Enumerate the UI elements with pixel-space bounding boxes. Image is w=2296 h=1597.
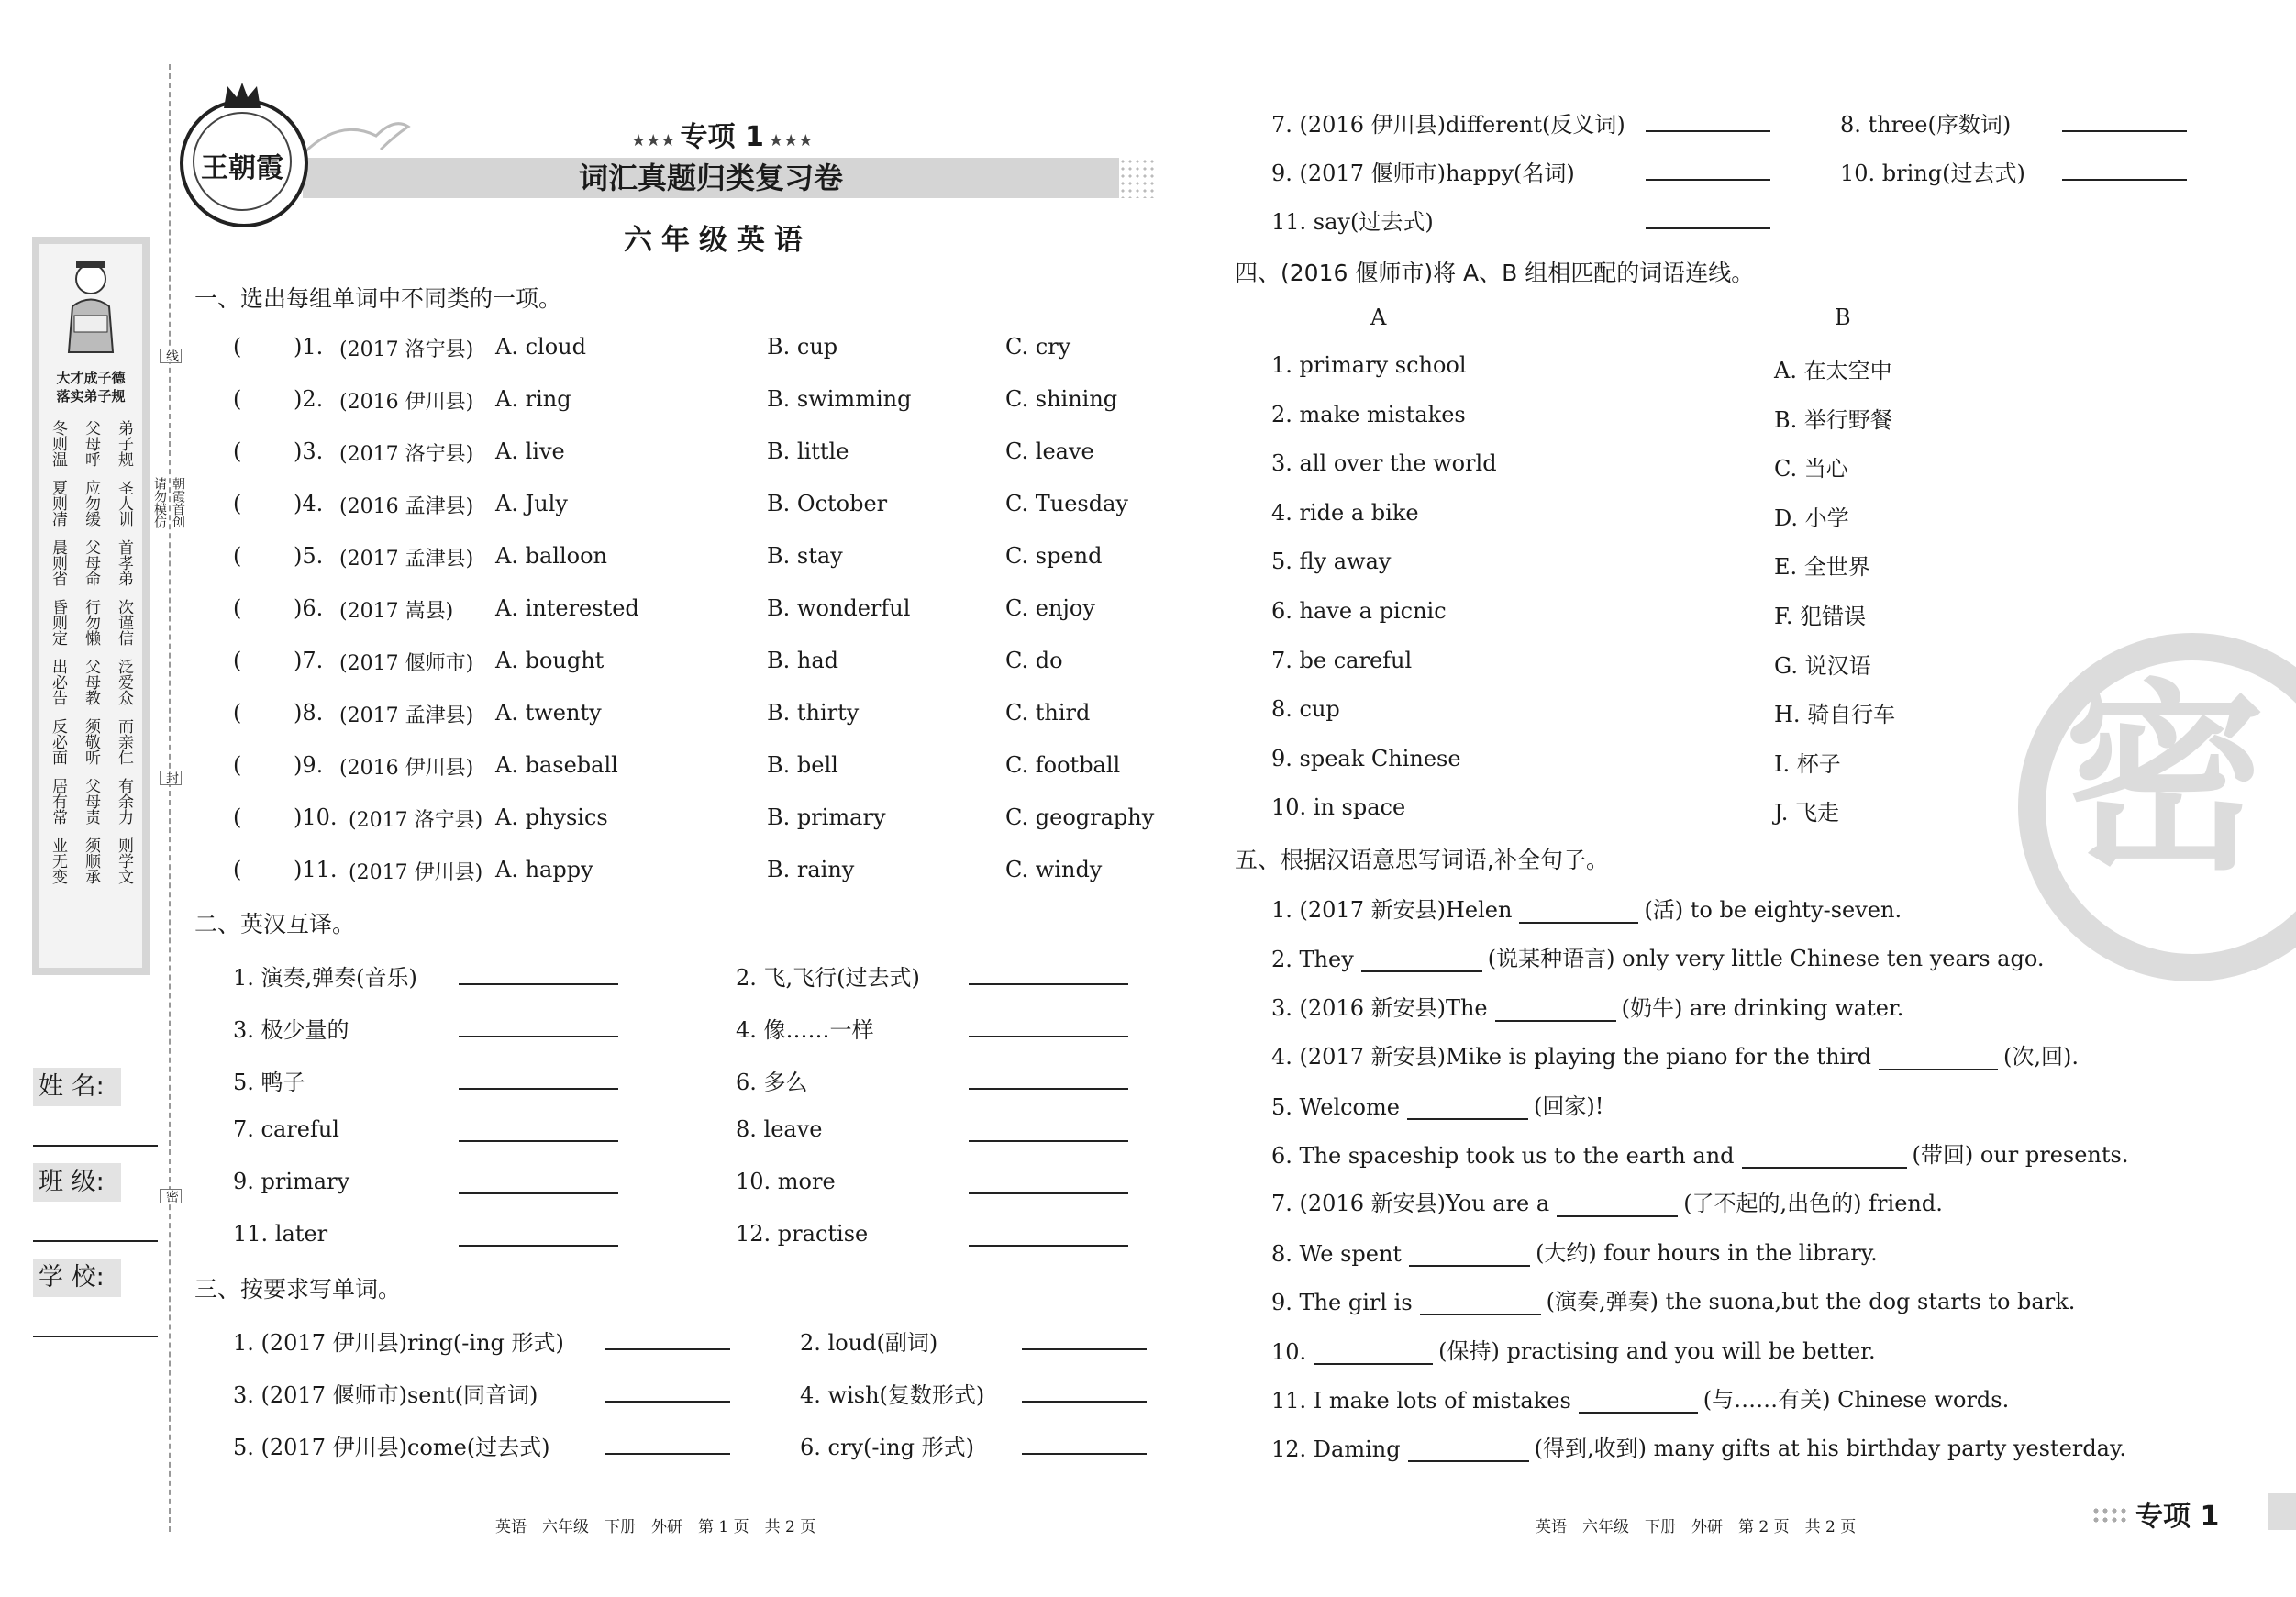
sentence-prefix: 8. We spent — [1271, 1240, 1403, 1267]
answer-blank[interactable] — [1646, 227, 1770, 229]
translate-prompt: 8. leave — [736, 1116, 823, 1142]
option-a[interactable]: A. twenty — [495, 700, 602, 726]
sentence-prefix: 9. The girl is — [1271, 1290, 1413, 1316]
item-number: )7. — [294, 648, 324, 673]
option-b[interactable]: B. bell — [767, 752, 838, 778]
sidebar-motto — [39, 369, 142, 405]
answer-blank[interactable] — [1879, 1048, 1998, 1070]
item-source: (2017 伊川县) — [349, 861, 483, 884]
poem-col: 父母呼 — [82, 420, 100, 467]
class-field[interactable] — [33, 1240, 158, 1242]
match-item-b[interactable]: A. 在太空中 — [1774, 358, 1892, 383]
match-item-a[interactable]: 3. all over the world — [1271, 450, 1497, 477]
item-number: )4. — [294, 491, 324, 516]
sentence-row — [1271, 990, 1903, 1022]
option-c[interactable]: C. shining — [1005, 386, 1118, 412]
school-field[interactable] — [33, 1336, 158, 1337]
sentence-row — [1271, 1137, 2128, 1169]
item-number: )5. — [294, 543, 324, 569]
answer-slot[interactable] — [246, 388, 292, 416]
poem-block — [49, 599, 133, 646]
poem-col: 圣人训 — [115, 480, 133, 527]
item-source: (2016 伊川县) — [339, 391, 474, 414]
answer-slot[interactable] — [246, 336, 292, 363]
title-bar-dots — [1119, 158, 1156, 198]
answer-blank[interactable] — [459, 1036, 618, 1037]
section5-heading: 五、根据汉语意思写词语,补全句子。 — [1235, 847, 1609, 873]
paren-open: ( — [233, 334, 242, 360]
answer-blank[interactable] — [969, 1245, 1128, 1247]
option-b[interactable]: B. swimming — [767, 386, 912, 412]
sentence-row — [1271, 892, 1902, 924]
answer-slot[interactable] — [246, 859, 292, 886]
option-a[interactable]: A. July — [495, 491, 568, 516]
option-c[interactable]: C. Tuesday — [1005, 491, 1128, 516]
option-b[interactable]: B. thirty — [767, 700, 860, 726]
name-label: 姓 名: — [33, 1068, 121, 1106]
answer-blank[interactable] — [2062, 130, 2187, 132]
fold-tag-seal: 封 — [160, 771, 182, 785]
column-a-header: A — [1370, 305, 1387, 330]
answer-blank[interactable] — [969, 1088, 1128, 1090]
translate-prompt: 12. practise — [736, 1221, 869, 1247]
page-title: 词汇真题归类复习卷 — [578, 161, 843, 195]
paren-open: ( — [233, 857, 242, 882]
item-number: )9. — [294, 752, 324, 778]
sentence-suffix: (次,回). — [2003, 1044, 2080, 1070]
word-task: 8. three(序数词) — [1840, 112, 2012, 138]
answer-blank[interactable] — [1742, 1147, 1907, 1169]
brand-logo-inner — [193, 112, 292, 211]
section1-heading: 一、选出每组单词中不同类的一项。 — [194, 285, 562, 312]
poem-block — [49, 778, 133, 825]
word-task: 10. bring(过去式) — [1840, 161, 2025, 186]
answer-slot[interactable] — [246, 440, 292, 468]
sentence-prefix: 6. The spaceship took us to the earth and — [1271, 1143, 1735, 1169]
item-number: )11. — [294, 857, 338, 882]
section2-heading: 二、英汉互译。 — [194, 911, 356, 937]
option-c[interactable]: C. geography — [1005, 804, 1155, 830]
motto-line: 大才成子德 — [56, 370, 126, 386]
section4-heading: 四、(2016 偃师市)将 A、B 组相匹配的词语连线。 — [1235, 260, 1755, 286]
paren-open: ( — [233, 752, 242, 778]
fold-tag-secret: 密 — [160, 1189, 182, 1203]
fold-tag-line: 线 — [160, 349, 182, 363]
answer-slot[interactable] — [246, 806, 292, 834]
answer-blank[interactable] — [1407, 1098, 1528, 1120]
motto-line: 落实弟子规 — [56, 388, 126, 405]
poem-col: 反必面 — [49, 718, 67, 765]
sentence-row — [1271, 1333, 1876, 1365]
sentence-row — [1271, 1038, 2079, 1070]
sentence-prefix: 5. Welcome — [1271, 1093, 1400, 1120]
answer-blank[interactable] — [459, 1140, 618, 1142]
answer-blank[interactable] — [459, 983, 618, 985]
word-task: 11. say(过去式) — [1271, 209, 1434, 235]
match-item-b[interactable]: G. 说汉语 — [1774, 652, 1871, 679]
word-task: 5. (2017 伊川县)come(过去式) — [233, 1435, 550, 1460]
paren-open: ( — [233, 595, 242, 621]
fold-note-line: 请勿模仿 — [152, 477, 167, 528]
poem-block — [49, 837, 133, 884]
item-source: (2017 偃师市) — [339, 652, 474, 675]
option-c[interactable]: C. spend — [1005, 543, 1103, 569]
poem-col: 夏则凊 — [49, 480, 67, 527]
word-task: 9. (2017 偃师市)happy(名词) — [1271, 161, 1575, 186]
option-a[interactable]: A. ring — [495, 386, 571, 412]
match-item-b[interactable]: B. 举行野餐 — [1774, 406, 1892, 433]
poem-block — [49, 420, 133, 467]
corner-badge — [2091, 1493, 2296, 1536]
match-item-b[interactable]: H. 骑自行车 — [1774, 702, 1896, 728]
translate-prompt: 2. 飞,飞行(过去式) — [736, 965, 920, 991]
answer-blank[interactable] — [1022, 1401, 1147, 1403]
sentence-row — [1271, 1283, 2075, 1315]
sidebar-poem — [49, 420, 140, 897]
page-subtitle: 六年级英语 — [624, 224, 812, 257]
paren-open: ( — [233, 543, 242, 569]
word-task: 6. cry(-ing 形式) — [800, 1435, 974, 1460]
scholar-figure-icon — [63, 251, 118, 361]
crown-icon — [220, 81, 264, 112]
poem-col: 泛爱众 — [115, 659, 133, 705]
paren-open: ( — [233, 648, 242, 673]
item-source: (2016 孟津县) — [339, 495, 474, 518]
option-a[interactable]: A. happy — [495, 857, 593, 882]
option-b[interactable]: B. stay — [767, 543, 843, 569]
option-c[interactable]: C. football — [1005, 752, 1121, 778]
match-item-a[interactable]: 6. have a picnic — [1271, 598, 1447, 624]
poem-block — [49, 659, 133, 705]
answer-slot[interactable] — [246, 702, 292, 729]
option-b[interactable]: B. rainy — [767, 857, 855, 882]
option-b[interactable]: B. primary — [767, 804, 886, 830]
answer-slot[interactable] — [246, 545, 292, 572]
translate-prompt: 5. 鸭子 — [233, 1070, 305, 1095]
poem-col: 父母命 — [82, 539, 100, 586]
option-c[interactable]: C. enjoy — [1005, 595, 1095, 621]
translate-prompt: 7. careful — [233, 1116, 339, 1142]
corner-tab — [2268, 1493, 2296, 1530]
sentence-row — [1271, 940, 2045, 972]
sentence-suffix: (大约) four hours in the library. — [1536, 1239, 1878, 1266]
poem-col: 次谨信 — [115, 599, 133, 646]
match-item-a[interactable]: 10. in space — [1271, 794, 1406, 821]
corner-dots — [2091, 1506, 2128, 1525]
item-source: (2017 洛宁县) — [339, 338, 474, 361]
ribbon-decoration-icon — [303, 108, 413, 163]
translate-prompt: 4. 像……一样 — [736, 1017, 874, 1043]
option-c[interactable]: C. windy — [1005, 857, 1103, 882]
answer-blank[interactable] — [969, 983, 1128, 985]
sentence-suffix: (得到,收到) many gifts at his birthday party yesterday. — [1534, 1436, 2126, 1462]
sentence-suffix: (了不起的,出色的) friend. — [1683, 1191, 1943, 1217]
option-c[interactable]: C. cry — [1005, 334, 1071, 360]
word-task: 2. loud(副词) — [800, 1330, 938, 1356]
sentence-row — [1271, 1430, 2126, 1462]
option-c[interactable]: C. leave — [1005, 438, 1094, 464]
item-source: (2017 洛宁县) — [349, 809, 483, 832]
poem-block — [49, 539, 133, 586]
option-a[interactable]: A. balloon — [495, 543, 607, 569]
corner-text: 专项 1 — [2135, 1501, 2220, 1533]
word-task: 1. (2017 伊川县)ring(-ing 形式) — [233, 1330, 564, 1356]
sentence-suffix: (活) to be eighty-seven. — [1644, 897, 1902, 923]
answer-blank[interactable] — [1408, 1440, 1529, 1462]
item-source: (2017 孟津县) — [339, 704, 474, 727]
word-task: 4. wish(复数形式) — [800, 1382, 985, 1408]
answer-blank[interactable] — [605, 1401, 730, 1403]
answer-blank[interactable] — [1022, 1348, 1147, 1350]
sentence-prefix: 1. (2017 新安县)Helen — [1271, 897, 1513, 923]
poem-col: 行勿懒 — [82, 599, 100, 646]
item-number: )3. — [294, 438, 324, 464]
answer-blank[interactable] — [459, 1192, 618, 1194]
answer-blank[interactable] — [1646, 179, 1770, 181]
poem-col: 居有常 — [49, 778, 67, 825]
watermark-char: 密 — [2063, 662, 2266, 897]
option-a[interactable]: A. bought — [495, 648, 605, 673]
answer-blank[interactable] — [1519, 902, 1638, 924]
school-label: 学 校: — [33, 1259, 121, 1297]
sentence-prefix: 12. Daming — [1271, 1436, 1401, 1463]
sentence-suffix: (演奏,弹奏) the suona,but the dog starts to bark. — [1546, 1289, 2076, 1315]
section3-heading: 三、按要求写单词。 — [194, 1276, 402, 1303]
option-a[interactable]: A. live — [495, 438, 565, 464]
answer-slot[interactable] — [246, 754, 292, 782]
answer-blank[interactable] — [1022, 1453, 1147, 1455]
sentence-row — [1271, 1088, 1603, 1120]
item-number: )2. — [294, 386, 324, 412]
word-task: 7. (2016 伊川县)different(反义词) — [1271, 112, 1625, 138]
answer-slot[interactable] — [246, 597, 292, 625]
sentence-suffix: (与……有关) Chinese words. — [1703, 1387, 2010, 1413]
name-field[interactable] — [33, 1145, 158, 1147]
poem-col: 冬则温 — [49, 420, 67, 467]
match-item-a[interactable]: 9. speak Chinese — [1271, 745, 1461, 771]
item-source: (2016 伊川县) — [339, 757, 474, 780]
poem-col: 则学文 — [115, 837, 133, 884]
sentence-prefix: 11. I make lots of mistakes — [1271, 1388, 1571, 1414]
option-b[interactable]: B. wonderful — [767, 595, 911, 621]
footer-page-2: 英语 六年级 下册 外研 第 2 页 共 2 页 — [1536, 1518, 1857, 1536]
option-c[interactable]: C. third — [1005, 700, 1091, 726]
translate-prompt: 11. later — [233, 1221, 328, 1247]
answer-blank[interactable] — [1409, 1245, 1530, 1267]
star-icon: ★★★ — [631, 131, 676, 150]
sidebar-motto-panel — [32, 237, 150, 975]
match-item-b[interactable]: C. 当心 — [1774, 456, 1848, 482]
word-task: 3. (2017 偃师市)sent(同音词) — [233, 1382, 538, 1408]
poem-col: 出必告 — [49, 659, 67, 705]
answer-blank[interactable] — [1557, 1195, 1678, 1217]
translate-prompt: 1. 演奏,弹奏(音乐) — [233, 965, 417, 991]
sentence-row — [1271, 1381, 2009, 1414]
poem-col: 昏则定 — [49, 599, 67, 646]
sentence-prefix: 4. (2017 新安县)Mike is playing the piano for the third — [1271, 1044, 1872, 1070]
translate-prompt: 10. more — [736, 1169, 836, 1194]
option-c[interactable]: C. do — [1005, 648, 1063, 673]
item-number: )8. — [294, 700, 324, 726]
match-item-a[interactable]: 7. be careful — [1271, 647, 1413, 673]
star-icon: ★★★ — [768, 131, 814, 150]
class-label: 班 级: — [33, 1163, 121, 1202]
option-b[interactable]: B. had — [767, 648, 839, 673]
sentence-prefix: 3. (2016 新安县)The — [1271, 994, 1488, 1021]
answer-blank[interactable] — [1314, 1343, 1433, 1365]
sentence-suffix: (奶牛) are drinking water. — [1621, 994, 1904, 1021]
poem-col: 父母教 — [82, 659, 100, 705]
answer-blank[interactable] — [605, 1453, 730, 1455]
poem-col: 应勿缓 — [82, 480, 100, 527]
option-a[interactable]: A. interested — [495, 595, 639, 621]
item-source: (2017 孟津县) — [339, 548, 474, 571]
answer-blank[interactable] — [1646, 130, 1770, 132]
poem-block — [49, 718, 133, 765]
answer-blank[interactable] — [459, 1245, 618, 1247]
option-a[interactable]: A. baseball — [495, 752, 618, 778]
translate-prompt: 6. 多么 — [736, 1070, 808, 1095]
match-item-a[interactable]: 1. primary school — [1271, 352, 1467, 378]
poem-col: 而亲仁 — [115, 718, 133, 765]
match-item-a[interactable]: 8. cup — [1271, 696, 1340, 723]
fold-note-line: 朝霞首创 — [171, 477, 185, 528]
answer-slot[interactable] — [246, 649, 292, 677]
match-item-b[interactable]: E. 全世界 — [1774, 554, 1870, 581]
paren-open: ( — [233, 386, 242, 412]
sentence-suffix: (回家)! — [1533, 1092, 1604, 1119]
poem-col: 业无变 — [49, 837, 67, 884]
answer-blank[interactable] — [1361, 950, 1482, 972]
match-item-b[interactable]: I. 杯子 — [1774, 750, 1841, 777]
answer-slot[interactable] — [246, 493, 292, 520]
match-item-b[interactable]: D. 小学 — [1774, 505, 1849, 531]
match-item-a[interactable]: 4. ride a bike — [1271, 499, 1419, 526]
sentence-suffix: (带回) our presents. — [1912, 1142, 2129, 1168]
section-badge — [631, 114, 813, 154]
fold-line — [169, 64, 171, 1532]
item-source: (2017 嵩县) — [339, 600, 454, 623]
answer-blank[interactable] — [1579, 1392, 1698, 1414]
sentence-prefix: 2. They — [1271, 947, 1354, 973]
answer-blank[interactable] — [605, 1348, 730, 1350]
sentence-row — [1271, 1185, 1943, 1217]
poem-col: 晨则省 — [49, 539, 67, 586]
item-number: )6. — [294, 595, 324, 621]
poem-col: 首孝弟 — [115, 539, 133, 586]
brand-logo — [180, 99, 308, 227]
paren-open: ( — [233, 700, 242, 726]
option-b[interactable]: B. little — [767, 438, 849, 464]
item-number: )10. — [294, 804, 338, 830]
match-item-a[interactable]: 5. fly away — [1271, 549, 1392, 575]
item-source: (2017 洛宁县) — [339, 443, 474, 466]
sentence-prefix: 10. — [1271, 1338, 1307, 1365]
sentence-suffix: (说某种语言) only very little Chinese ten years ago. — [1487, 946, 2045, 972]
sentence-prefix: 7. (2016 新安县)You are a — [1271, 1191, 1550, 1217]
translate-prompt: 9. primary — [233, 1169, 350, 1194]
footer-page-1: 英语 六年级 下册 外研 第 1 页 共 2 页 — [495, 1518, 816, 1536]
match-item-b[interactable]: J. 飞走 — [1774, 800, 1840, 826]
answer-blank[interactable] — [459, 1088, 618, 1090]
item-number: )1. — [294, 334, 324, 360]
option-b[interactable]: B. cup — [767, 334, 838, 360]
sentence-row — [1271, 1235, 1878, 1267]
match-item-b[interactable]: F. 犯错误 — [1774, 604, 1867, 629]
answer-blank[interactable] — [969, 1140, 1128, 1142]
poem-col: 须顺承 — [82, 837, 100, 884]
answer-blank[interactable] — [1495, 1000, 1616, 1022]
option-a[interactable]: A. cloud — [495, 334, 586, 360]
logo-text: 王朝霞 — [201, 152, 283, 184]
poem-col: 父母责 — [82, 778, 100, 825]
poem-col: 须敬听 — [82, 718, 100, 765]
answer-blank[interactable] — [2062, 179, 2187, 181]
sentence-suffix: (保持) practising and you will be better. — [1438, 1337, 1876, 1364]
paren-open: ( — [233, 804, 242, 830]
column-b-header: B — [1835, 305, 1851, 330]
option-b[interactable]: B. October — [767, 491, 888, 516]
answer-blank[interactable] — [969, 1192, 1128, 1194]
answer-blank[interactable] — [1420, 1293, 1541, 1315]
match-item-a[interactable]: 2. make mistakes — [1271, 401, 1466, 427]
watermark-seal — [2018, 633, 2296, 981]
poem-col: 有余力 — [115, 778, 133, 825]
translate-prompt: 3. 极少量的 — [233, 1017, 349, 1043]
paren-open: ( — [233, 438, 242, 464]
badge-text: 专项 1 — [680, 121, 764, 153]
fold-note — [150, 477, 187, 660]
answer-blank[interactable] — [969, 1036, 1128, 1037]
option-a[interactable]: A. physics — [495, 804, 608, 830]
poem-col: 弟子规 — [115, 420, 133, 467]
sidebar-inner — [39, 244, 142, 968]
paren-open: ( — [233, 491, 242, 516]
poem-block — [49, 480, 133, 527]
